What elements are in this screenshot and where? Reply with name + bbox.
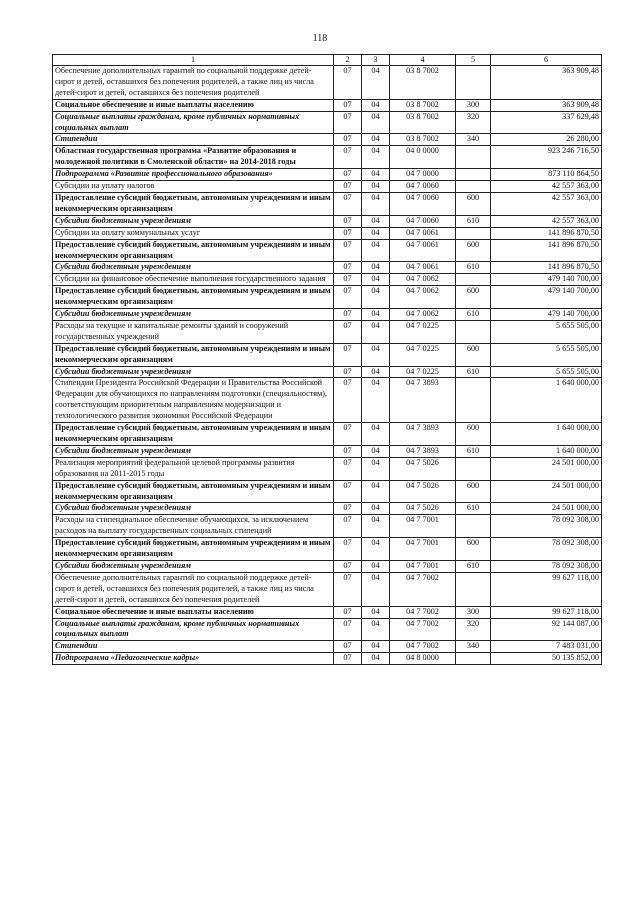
row-expense-type-cell: 600 [456, 192, 491, 215]
row-subsection-cell: 04 [362, 134, 390, 146]
table-body [53, 66, 602, 665]
row-section-cell: 07 [334, 641, 362, 653]
table-row [53, 343, 602, 366]
row-amount-cell: 141 896 870,50 [491, 262, 602, 274]
row-target-code-cell: 03 8 7002 [390, 111, 456, 134]
row-section-cell: 07 [334, 99, 362, 111]
table-row [53, 423, 602, 446]
row-target-code-cell: 04 7 7001 [390, 538, 456, 561]
table-row [53, 239, 602, 262]
row-subsection-cell: 04 [362, 538, 390, 561]
row-expense-type-cell [456, 515, 491, 538]
table-row [53, 192, 602, 215]
row-subsection-cell: 04 [362, 66, 390, 100]
row-expense-type-cell: 300 [456, 99, 491, 111]
row-section-cell: 07 [334, 653, 362, 665]
row-expense-type-cell: 600 [456, 538, 491, 561]
row-subsection-cell: 04 [362, 366, 390, 378]
row-subsection-cell: 04 [362, 606, 390, 618]
row-expense-type-cell: 610 [456, 445, 491, 457]
row-amount-cell: 42 557 363,00 [491, 181, 602, 193]
row-section-cell: 07 [334, 457, 362, 480]
row-subsection-cell: 04 [362, 192, 390, 215]
row-name-cell: Предоставление субсидий бюджетным, автономным учреждениям и иным некоммерческим организациям [53, 239, 334, 262]
table-row [53, 320, 602, 343]
row-amount-cell: 1 640 000,00 [491, 445, 602, 457]
header-cell: 3 [362, 55, 390, 66]
row-expense-type-cell: 600 [456, 423, 491, 446]
table-row [53, 227, 602, 239]
table-row [53, 111, 602, 134]
row-target-code-cell: 04 7 5026 [390, 457, 456, 480]
header-cell: 4 [390, 55, 456, 66]
row-target-code-cell: 04 7 0062 [390, 286, 456, 309]
row-name-cell: Предоставление субсидий бюджетным, автономным учреждениям и иным некоммерческим организациям [53, 423, 334, 446]
row-amount-cell: 50 135 852,00 [491, 653, 602, 665]
row-subsection-cell: 04 [362, 262, 390, 274]
row-subsection-cell: 04 [362, 641, 390, 653]
row-name-cell: Социальное обеспечение и иные выплаты населению [53, 99, 334, 111]
row-subsection-cell: 04 [362, 653, 390, 665]
row-target-code-cell: 03 8 7002 [390, 99, 456, 111]
row-amount-cell: 873 110 864,50 [491, 169, 602, 181]
table-row [53, 286, 602, 309]
row-target-code-cell: 03 8 7002 [390, 66, 456, 100]
row-expense-type-cell: 610 [456, 309, 491, 321]
row-section-cell: 07 [334, 343, 362, 366]
row-subsection-cell: 04 [362, 169, 390, 181]
row-subsection-cell: 04 [362, 111, 390, 134]
row-section-cell: 07 [334, 618, 362, 641]
table-row [53, 560, 602, 572]
row-amount-cell: 141 896 870,50 [491, 239, 602, 262]
row-subsection-cell: 04 [362, 146, 390, 169]
row-expense-type-cell: 300 [456, 606, 491, 618]
table-row [53, 457, 602, 480]
row-name-cell: Стипендии [53, 134, 334, 146]
row-name-cell: Реализация мероприятий федеральной целевой программы развития образования на 2011-2015 годы [53, 457, 334, 480]
row-name-cell: Социальное обеспечение и иные выплаты населению [53, 606, 334, 618]
header-cell: 6 [491, 55, 602, 66]
row-name-cell: Расходы на текущие и капитальные ремонты зданий и сооружений государственных учреждений [53, 320, 334, 343]
row-name-cell: Социальные выплаты гражданам, кроме публичных нормативных социальных выплат [53, 618, 334, 641]
row-expense-type-cell: 320 [456, 618, 491, 641]
row-amount-cell: 92 144 087,00 [491, 618, 602, 641]
table-row [53, 606, 602, 618]
header-cell: 5 [456, 55, 491, 66]
row-section-cell: 07 [334, 538, 362, 561]
row-expense-type-cell [456, 146, 491, 169]
row-expense-type-cell: 320 [456, 111, 491, 134]
table-row [53, 181, 602, 193]
row-subsection-cell: 04 [362, 445, 390, 457]
budget-table [52, 54, 602, 665]
row-amount-cell: 42 557 363,00 [491, 215, 602, 227]
row-section-cell: 07 [334, 169, 362, 181]
row-amount-cell: 479 140 700,00 [491, 309, 602, 321]
row-subsection-cell: 04 [362, 227, 390, 239]
row-name-cell: Субсидии на уплату налогов [53, 181, 334, 193]
row-target-code-cell: 04 7 3893 [390, 378, 456, 423]
row-name-cell: Областная государственная программа «Развитие образования и молодежной политики в Смоленской области» на 2014-2018 годы [53, 146, 334, 169]
page-number: 118 [312, 33, 328, 44]
row-subsection-cell: 04 [362, 99, 390, 111]
table-row [53, 503, 602, 515]
row-target-code-cell: 04 7 0225 [390, 366, 456, 378]
row-subsection-cell: 04 [362, 480, 390, 503]
row-section-cell: 07 [334, 286, 362, 309]
row-section-cell: 07 [334, 515, 362, 538]
row-expense-type-cell [456, 169, 491, 181]
table-row [53, 169, 602, 181]
row-target-code-cell: 04 7 3893 [390, 423, 456, 446]
row-expense-type-cell [456, 572, 491, 606]
row-amount-cell: 141 896 870,50 [491, 227, 602, 239]
row-name-cell: Субсидии бюджетным учреждениям [53, 309, 334, 321]
row-name-cell: Расходы на стипендиальное обеспечение обучающихся, за исключением расходов на выплату государственных социальных стипендий [53, 515, 334, 538]
row-expense-type-cell: 610 [456, 366, 491, 378]
row-expense-type-cell: 610 [456, 560, 491, 572]
row-expense-type-cell: 340 [456, 134, 491, 146]
row-name-cell: Субсидии бюджетным учреждениям [53, 366, 334, 378]
row-subsection-cell: 04 [362, 515, 390, 538]
row-target-code-cell: 04 7 7002 [390, 641, 456, 653]
row-name-cell: Предоставление субсидий бюджетным, автономным учреждениям и иным некоммерческим организациям [53, 192, 334, 215]
row-expense-type-cell [456, 320, 491, 343]
row-target-code-cell: 04 7 5026 [390, 480, 456, 503]
row-name-cell: Социальные выплаты гражданам, кроме публичных нормативных социальных выплат [53, 111, 334, 134]
row-amount-cell: 1 640 000,00 [491, 378, 602, 423]
row-target-code-cell: 04 7 0060 [390, 192, 456, 215]
row-amount-cell: 78 092 308,00 [491, 515, 602, 538]
row-target-code-cell: 04 7 0000 [390, 169, 456, 181]
row-target-code-cell: 04 7 0225 [390, 320, 456, 343]
row-target-code-cell: 04 7 0061 [390, 262, 456, 274]
row-expense-type-cell [456, 457, 491, 480]
row-name-cell: Предоставление субсидий бюджетным, автономным учреждениям и иным некоммерческим организациям [53, 538, 334, 561]
row-target-code-cell: 04 7 7002 [390, 618, 456, 641]
row-section-cell: 07 [334, 480, 362, 503]
row-section-cell: 07 [334, 423, 362, 446]
header-row [53, 55, 602, 66]
row-section-cell: 07 [334, 146, 362, 169]
row-section-cell: 07 [334, 560, 362, 572]
row-amount-cell: 24 501 000,00 [491, 457, 602, 480]
row-target-code-cell: 04 7 7001 [390, 515, 456, 538]
row-target-code-cell: 03 8 7002 [390, 134, 456, 146]
table-row [53, 480, 602, 503]
row-section-cell: 07 [334, 134, 362, 146]
table-row [53, 618, 602, 641]
row-subsection-cell: 04 [362, 618, 390, 641]
table-row [53, 274, 602, 286]
row-target-code-cell: 04 7 0225 [390, 343, 456, 366]
row-expense-type-cell: 600 [456, 286, 491, 309]
row-target-code-cell: 04 7 0060 [390, 181, 456, 193]
row-amount-cell: 1 640 000,00 [491, 423, 602, 446]
row-expense-type-cell: 610 [456, 503, 491, 515]
row-expense-type-cell [456, 181, 491, 193]
row-expense-type-cell: 600 [456, 480, 491, 503]
row-amount-cell: 479 140 700,00 [491, 286, 602, 309]
row-amount-cell: 337 629,48 [491, 111, 602, 134]
row-name-cell: Субсидии бюджетным учреждениям [53, 503, 334, 515]
row-subsection-cell: 04 [362, 560, 390, 572]
row-name-cell: Предоставление субсидий бюджетным, автономным учреждениям и иным некоммерческим организациям [53, 343, 334, 366]
row-target-code-cell: 04 8 0000 [390, 653, 456, 665]
row-name-cell: Субсидии бюджетным учреждениям [53, 262, 334, 274]
row-subsection-cell: 04 [362, 378, 390, 423]
row-name-cell: Обеспечение дополнительных гарантий по социальной поддержке детей-сирот и детей, оставшихся без попечения родителей, а также лиц из числа детей-сирот и детей, оставшихся без попечения родителей [53, 572, 334, 606]
row-amount-cell: 26 280,00 [491, 134, 602, 146]
row-name-cell: Предоставление субсидий бюджетным, автономным учреждениям и иным некоммерческим организациям [53, 480, 334, 503]
row-target-code-cell: 04 7 0061 [390, 239, 456, 262]
table-row [53, 538, 602, 561]
row-subsection-cell: 04 [362, 286, 390, 309]
row-expense-type-cell: 600 [456, 239, 491, 262]
row-section-cell: 07 [334, 215, 362, 227]
table-row [53, 378, 602, 423]
row-subsection-cell: 04 [362, 215, 390, 227]
row-name-cell: Обеспечение дополнительных гарантий по социальной поддержке детей-сирот и детей, оставшихся без попечения родителей, а также лиц из числа детей-сирот и детей, оставшихся без попечения родителей [53, 66, 334, 100]
row-section-cell: 07 [334, 572, 362, 606]
row-section-cell: 07 [334, 262, 362, 274]
row-target-code-cell: 04 7 7001 [390, 560, 456, 572]
row-subsection-cell: 04 [362, 572, 390, 606]
row-section-cell: 07 [334, 366, 362, 378]
row-section-cell: 07 [334, 378, 362, 423]
row-amount-cell: 78 092 308,00 [491, 560, 602, 572]
row-subsection-cell: 04 [362, 274, 390, 286]
row-target-code-cell: 04 7 5026 [390, 503, 456, 515]
row-section-cell: 07 [334, 606, 362, 618]
table-row [53, 262, 602, 274]
header-cell: 1 [53, 55, 334, 66]
row-subsection-cell: 04 [362, 320, 390, 343]
header-cell: 2 [334, 55, 362, 66]
row-name-cell: Подпрограмма «Развитие профессионального образования» [53, 169, 334, 181]
table-row [53, 99, 602, 111]
row-amount-cell: 99 627 118,00 [491, 606, 602, 618]
row-expense-type-cell [456, 378, 491, 423]
row-name-cell: Стипендии Президента Российской Федерации и Правительства Российской Федерации для обучающихся по направлениям подготовки (специальностям), соответствующим приоритетным направлениям модернизации и технологического развития экономики Российской Федерации [53, 378, 334, 423]
row-amount-cell: 7 483 031,00 [491, 641, 602, 653]
table-row [53, 515, 602, 538]
row-expense-type-cell [456, 653, 491, 665]
row-section-cell: 07 [334, 503, 362, 515]
row-target-code-cell: 04 7 0062 [390, 274, 456, 286]
table-row [53, 366, 602, 378]
row-expense-type-cell [456, 227, 491, 239]
row-amount-cell: 5 655 505,00 [491, 320, 602, 343]
row-amount-cell: 363 909,48 [491, 99, 602, 111]
row-section-cell: 07 [334, 181, 362, 193]
row-name-cell: Субсидии бюджетным учреждениям [53, 560, 334, 572]
row-section-cell: 07 [334, 111, 362, 134]
row-section-cell: 07 [334, 66, 362, 100]
table-row [53, 653, 602, 665]
row-target-code-cell: 04 7 0060 [390, 215, 456, 227]
table-row [53, 445, 602, 457]
row-name-cell: Стипендии [53, 641, 334, 653]
row-amount-cell: 5 655 505,00 [491, 343, 602, 366]
row-section-cell: 07 [334, 320, 362, 343]
row-name-cell: Субсидии на финансовое обеспечение выполнения государственного задания [53, 274, 334, 286]
row-amount-cell: 24 501 000,00 [491, 503, 602, 515]
row-subsection-cell: 04 [362, 503, 390, 515]
row-target-code-cell: 04 7 3893 [390, 445, 456, 457]
row-subsection-cell: 04 [362, 239, 390, 262]
row-section-cell: 07 [334, 192, 362, 215]
row-amount-cell: 923 246 716,50 [491, 146, 602, 169]
table-row [53, 215, 602, 227]
row-amount-cell: 363 909,48 [491, 66, 602, 100]
row-amount-cell: 42 557 363,00 [491, 192, 602, 215]
row-expense-type-cell: 340 [456, 641, 491, 653]
row-name-cell: Предоставление субсидий бюджетным, автономным учреждениям и иным некоммерческим организациям [53, 286, 334, 309]
row-subsection-cell: 04 [362, 181, 390, 193]
row-section-cell: 07 [334, 239, 362, 262]
row-section-cell: 07 [334, 309, 362, 321]
row-amount-cell: 5 655 505,00 [491, 366, 602, 378]
row-subsection-cell: 04 [362, 343, 390, 366]
row-target-code-cell: 04 7 0062 [390, 309, 456, 321]
table-row [53, 641, 602, 653]
row-target-code-cell: 04 7 7002 [390, 606, 456, 618]
row-subsection-cell: 04 [362, 309, 390, 321]
row-target-code-cell: 04 7 7002 [390, 572, 456, 606]
table-row [53, 309, 602, 321]
row-expense-type-cell [456, 66, 491, 100]
table-row [53, 66, 602, 100]
row-amount-cell: 99 627 118,00 [491, 572, 602, 606]
row-name-cell: Подпрограмма «Педагогические кадры» [53, 653, 334, 665]
row-name-cell: Субсидии бюджетным учреждениям [53, 445, 334, 457]
row-section-cell: 07 [334, 445, 362, 457]
row-target-code-cell: 04 0 0000 [390, 146, 456, 169]
row-section-cell: 07 [334, 227, 362, 239]
row-expense-type-cell [456, 274, 491, 286]
row-expense-type-cell: 610 [456, 262, 491, 274]
table-row [53, 146, 602, 169]
row-expense-type-cell: 600 [456, 343, 491, 366]
row-amount-cell: 24 501 000,00 [491, 480, 602, 503]
row-section-cell: 07 [334, 274, 362, 286]
row-subsection-cell: 04 [362, 457, 390, 480]
table-row [53, 572, 602, 606]
row-subsection-cell: 04 [362, 423, 390, 446]
row-amount-cell: 78 092 308,00 [491, 538, 602, 561]
row-name-cell: Субсидии бюджетным учреждениям [53, 215, 334, 227]
row-amount-cell: 479 140 700,00 [491, 274, 602, 286]
row-target-code-cell: 04 7 0061 [390, 227, 456, 239]
table-row [53, 134, 602, 146]
row-name-cell: Субсидии на оплату коммунальных услуг [53, 227, 334, 239]
row-expense-type-cell: 610 [456, 215, 491, 227]
